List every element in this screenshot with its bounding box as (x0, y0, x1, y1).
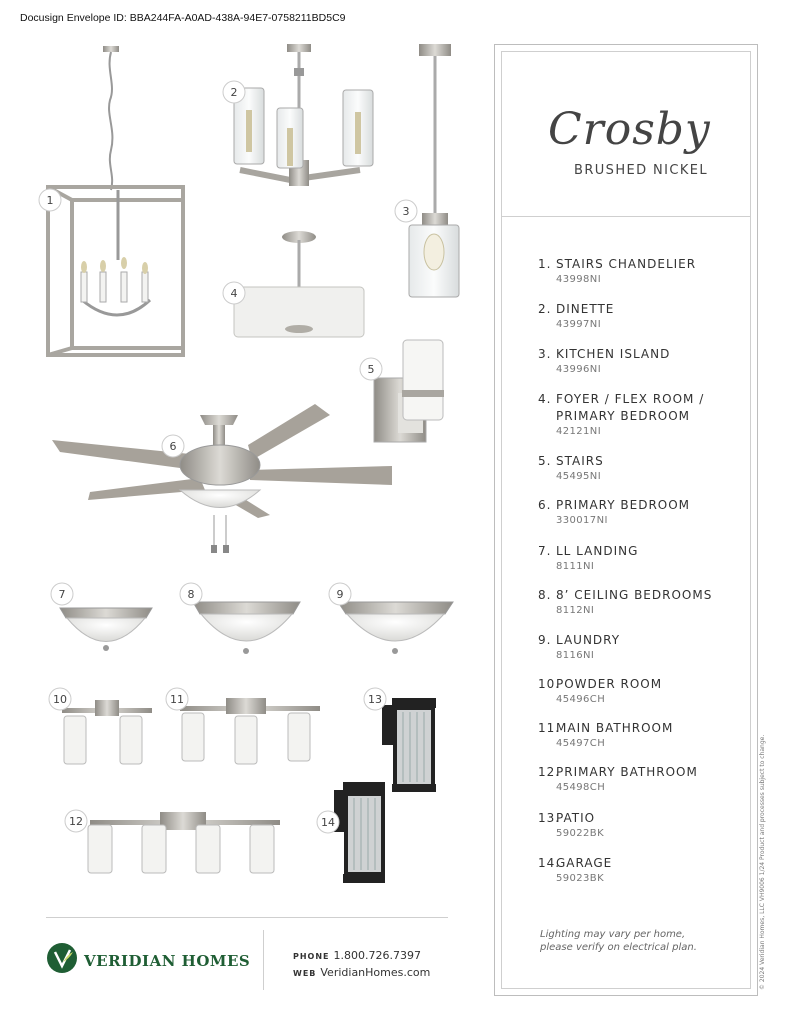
item-title: STAIRS (556, 454, 604, 468)
list-item: 8. 8’ CEILING BEDROOMS 8112NI (538, 587, 748, 617)
fixture-list-panel (494, 44, 758, 996)
badge-14 (317, 811, 339, 833)
footer-divider (46, 917, 448, 918)
fixture-10-vanity (62, 700, 152, 764)
svg-text:14: 14 (321, 816, 335, 829)
copyright-sidenote: © 2024 Veridian Homes, LLC VH9006 1/24 Product and processes subject to change. (759, 734, 766, 990)
item-code: 43997NI (556, 319, 602, 330)
item-code: 45496CH (556, 694, 606, 705)
svg-text:6: 6 (169, 440, 177, 453)
list-item: 3. KITCHEN ISLAND 43996NI (538, 346, 748, 376)
item-code: 8111NI (556, 561, 595, 572)
fixture-3-pendant (409, 44, 459, 297)
contact-info: PHONE 1.800.726.7397 WEB VeridianHomes.com (293, 949, 431, 979)
collection-name: Crosby (548, 104, 711, 155)
item-code: 59022BK (556, 828, 605, 839)
item-code: 43996NI (556, 364, 602, 375)
item-title: LL LANDING (556, 544, 639, 558)
list-item: 2. DINETTE 43997NI (538, 301, 748, 331)
badge-2 (223, 81, 245, 103)
item-code: 45498CH (556, 782, 606, 793)
badge-9 (329, 583, 351, 605)
svg-text:4: 4 (230, 287, 238, 300)
item-code: 45495NI (556, 471, 602, 482)
item-code: 330017NI (556, 515, 608, 526)
list-item: 14.GARAGE 59023BK (538, 855, 748, 885)
list-item: 4. FOYER / FLEX ROOM / PRIMARY BEDROOM 42121NI (538, 391, 748, 438)
svg-text:13: 13 (368, 693, 382, 706)
badge-11 (166, 688, 188, 710)
badge-12 (65, 810, 87, 832)
fixture-4-semiflush (234, 231, 364, 337)
list-item: 7. LL LANDING 8111NI (538, 543, 748, 573)
badge-6 (162, 435, 184, 457)
item-title: PRIMARY BEDROOM (556, 498, 691, 512)
collection-finish: BRUSHED NICKEL (574, 163, 709, 178)
item-code: 45497CH (556, 738, 606, 749)
list-item: 13.PATIO 59022BK (538, 810, 748, 840)
list-item: 5. STAIRS 45495NI (538, 453, 748, 483)
fixture-9-flushmount (338, 602, 453, 654)
badge-1 (39, 189, 61, 211)
badge-13 (364, 688, 386, 710)
list-item: 1. STAIRS CHANDELIER 43998NI (538, 256, 748, 286)
svg-text:12: 12 (69, 815, 83, 828)
item-title: LAUNDRY (556, 633, 621, 647)
veridian-leaf-logo-icon (46, 942, 78, 974)
fixture-1-chandelier (48, 46, 183, 355)
footer-separator (263, 930, 264, 990)
badge-7 (51, 583, 73, 605)
list-item: 11.MAIN BATHROOM 45497CH (538, 720, 748, 750)
svg-text:9: 9 (336, 588, 344, 601)
badge-3 (395, 200, 417, 222)
badge-10 (49, 688, 71, 710)
badge-4 (223, 282, 245, 304)
svg-text:10: 10 (53, 693, 67, 706)
fixture-7-flushmount (60, 608, 152, 651)
item-title: DINETTE (556, 302, 615, 316)
item-code: 43998NI (556, 274, 602, 285)
svg-text:1: 1 (46, 194, 54, 207)
badge-5 (360, 358, 382, 380)
company-name: VERIDIAN HOMES (84, 952, 251, 970)
fixture-13-lantern (382, 698, 436, 792)
item-code: 8112NI (556, 605, 595, 616)
svg-text:7: 7 (58, 588, 66, 601)
fixture-6-fan (52, 404, 392, 553)
badge-8 (180, 583, 202, 605)
phone-number[interactable]: 1.800.726.7397 (333, 949, 422, 962)
item-code: 8116NI (556, 650, 595, 661)
item-title: PRIMARY BATHROOM (556, 765, 698, 779)
item-title: 8’ CEILING BEDROOMS (556, 588, 713, 602)
website-link[interactable]: VeridianHomes.com (320, 966, 431, 979)
list-item: 9. LAUNDRY 8116NI (538, 632, 748, 662)
list-item: 12.PRIMARY BATHROOM 45498CH (538, 764, 748, 794)
list-item: 6. PRIMARY BEDROOM 330017NI (538, 497, 748, 527)
fixture-8-flushmount (193, 602, 300, 654)
item-title: GARAGE (556, 856, 613, 870)
item-title: PATIO (556, 811, 596, 825)
item-title: POWDER ROOM (556, 677, 663, 691)
svg-text:3: 3 (402, 205, 410, 218)
fixture-12-vanity (88, 812, 280, 873)
item-title: FOYER / FLEX ROOM / (556, 392, 705, 406)
item-title-line2: PRIMARY BEDROOM (556, 409, 691, 423)
item-code: 59023BK (556, 873, 605, 884)
disclaimer-note: Lighting may vary per home, please verify on electrical plan. (540, 929, 697, 953)
svg-text:5: 5 (367, 363, 375, 376)
envelope-id: Docusign Envelope ID: BBA244FA-A0AD-438A-94E7-0758211BD5C9 (20, 12, 346, 24)
svg-text:11: 11 (170, 693, 184, 706)
item-title: STAIRS CHANDELIER (556, 257, 697, 271)
svg-text:8: 8 (187, 588, 195, 601)
item-title: KITCHEN ISLAND (556, 347, 671, 361)
item-code: 42121NI (556, 426, 602, 437)
fixture-14-lantern (334, 782, 385, 883)
list-item: 10.POWDER ROOM 45496CH (538, 676, 748, 706)
svg-text:2: 2 (230, 86, 238, 99)
collection-header (502, 52, 750, 217)
fixture-5-sconce (374, 340, 444, 442)
fixture-11-vanity (180, 698, 320, 764)
fixture-2-dinette (234, 44, 373, 186)
item-title: MAIN BATHROOM (556, 721, 674, 735)
